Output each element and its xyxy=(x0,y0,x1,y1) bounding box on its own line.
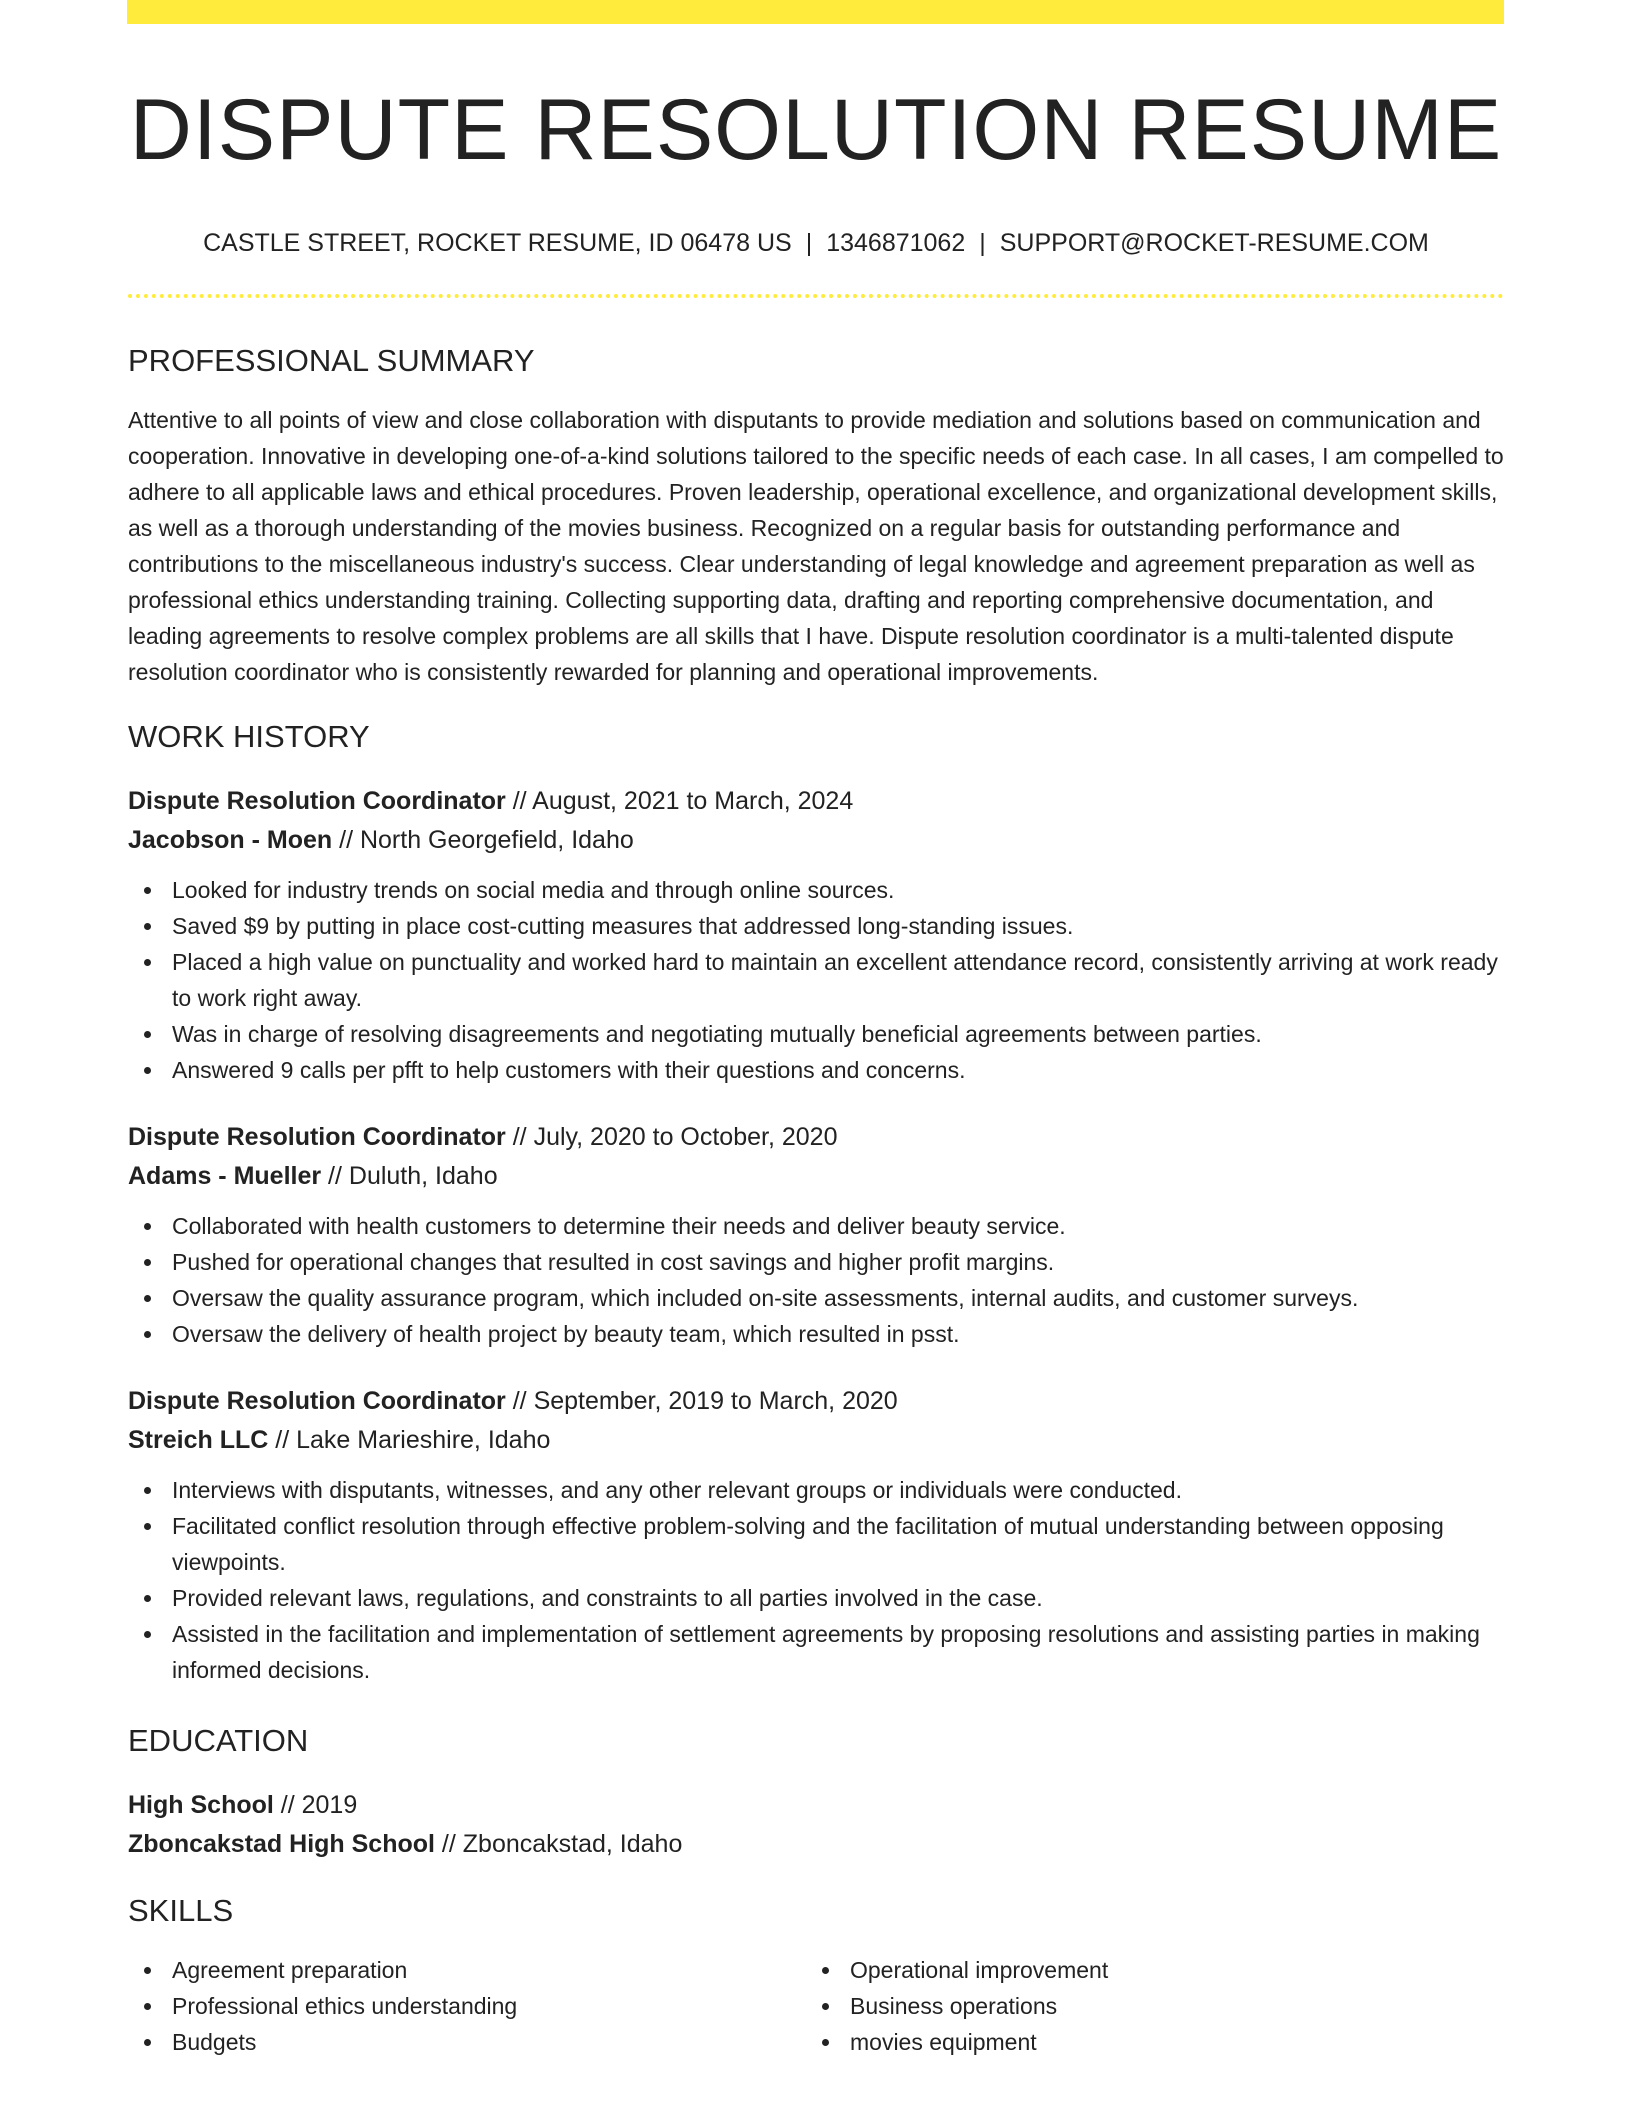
job-company: Streich LLC xyxy=(128,1426,269,1454)
education-heading: EDUCATION xyxy=(128,1723,309,1758)
skills-grid xyxy=(128,1952,1504,2060)
contact-separator: | xyxy=(979,229,986,257)
job-bullets xyxy=(128,1472,1504,1688)
job-dates: // September, 2019 to March, 2020 xyxy=(505,1387,898,1415)
list-item: Agreement preparation xyxy=(128,1952,806,1988)
skills-list xyxy=(806,1952,1484,2060)
list-item: Saved $9 by putting in place cost-cutting measures that addressed long-standing issues. xyxy=(128,908,1504,944)
job-title-line xyxy=(128,1118,1504,1157)
job-dates: // August, 2021 to March, 2024 xyxy=(505,787,854,815)
job-bullets xyxy=(128,1208,1504,1352)
job-company-line xyxy=(128,1157,1504,1196)
contact-email: SUPPORT@ROCKET-RESUME.COM xyxy=(999,229,1429,257)
job-title: Dispute Resolution Coordinator xyxy=(128,1123,506,1151)
job-title: Dispute Resolution Coordinator xyxy=(128,787,506,815)
list-item: Oversaw the delivery of health project by beauty team, which resulted in psst. xyxy=(128,1316,1504,1352)
skills-list xyxy=(128,1952,806,2060)
job-location: // Lake Marieshire, Idaho xyxy=(268,1426,551,1454)
job-company: Adams - Mueller xyxy=(128,1162,322,1190)
job-location: // North Georgefield, Idaho xyxy=(332,826,634,854)
job-title: Dispute Resolution Coordinator xyxy=(128,1387,506,1415)
job-entry xyxy=(128,782,1504,1088)
education-entry xyxy=(128,1786,1504,1864)
skills-heading: SKILLS xyxy=(128,1893,234,1928)
education-degree-line xyxy=(128,1786,1504,1825)
skills-column-left xyxy=(128,1952,806,2060)
contact-address: CASTLE STREET, ROCKET RESUME, ID 06478 US xyxy=(203,229,792,257)
job-company-line xyxy=(128,821,1504,860)
summary-text: Attentive to all points of view and close collaboration with disputants to provide mediation and solutions based on communication and cooperation. Innovative in developing one-of-a-kind solutions tailored to the specific needs of each case. In all cases, I am compelled to adhere to all applicable laws and ethical procedures. Proven leadership, operational excellence, and organizational development skills, as well as a thorough understanding of the movies business. Recognized on a regular basis for outstanding performance and contributions to the miscellaneous industry's success. Clear understanding of legal knowledge and agreement preparation as well as professional ethics understanding training. Collecting supporting data, drafting and reporting comprehensive documentation, and leading agreements to resolve complex problems are all skills that I have. Dispute resolution coordinator is a multi-talented dispute resolution coordinator who is consistently rewarded for planning and operational improvements. xyxy=(128,407,1504,685)
job-bullets xyxy=(128,872,1504,1088)
list-item: Interviews with disputants, witnesses, and any other relevant groups or individuals were conducted. xyxy=(128,1472,1504,1508)
list-item: Placed a high value on punctuality and worked hard to maintain an excellent attendance record, consistently arriving at work ready to work right away. xyxy=(128,944,1504,1016)
education-degree: High School xyxy=(128,1791,274,1819)
education-school-line xyxy=(128,1825,1504,1864)
list-item: Facilitated conflict resolution through effective problem-solving and the facilitation of mutual understanding between opposing viewpoints. xyxy=(128,1508,1504,1580)
work-history-heading: WORK HISTORY xyxy=(128,719,370,754)
resume-title: DISPUTE RESOLUTION RESUME xyxy=(129,82,1503,178)
resume-page xyxy=(128,0,1504,2060)
list-item: Provided relevant laws, regulations, and constraints to all parties involved in the case. xyxy=(128,1580,1504,1616)
skills-column-right xyxy=(806,1952,1484,2060)
contact-line xyxy=(128,228,1504,258)
list-item: Pushed for operational changes that resulted in cost savings and higher profit margins. xyxy=(128,1244,1504,1280)
list-item: Assisted in the facilitation and implementation of settlement agreements by proposing resolutions and assisting parties in making informed decisions. xyxy=(128,1616,1504,1688)
contact-phone: 1346871062 xyxy=(826,229,966,257)
summary-heading: PROFESSIONAL SUMMARY xyxy=(128,343,535,378)
dotted-divider xyxy=(128,294,1504,298)
job-entry xyxy=(128,1118,1504,1352)
job-location: // Duluth, Idaho xyxy=(321,1162,498,1190)
education-location: // Zboncakstad, Idaho xyxy=(434,1830,683,1858)
list-item: Collaborated with health customers to determine their needs and deliver beauty service. xyxy=(128,1208,1504,1244)
list-item: Professional ethics understanding xyxy=(128,1988,806,2024)
list-item: Operational improvement xyxy=(806,1952,1484,1988)
list-item: Budgets xyxy=(128,2024,806,2060)
job-company-line xyxy=(128,1421,1504,1460)
job-title-line xyxy=(128,782,1504,821)
list-item: Business operations xyxy=(806,1988,1484,2024)
list-item: Looked for industry trends on social media and through online sources. xyxy=(128,872,1504,908)
list-item: Answered 9 calls per pfft to help customers with their questions and concerns. xyxy=(128,1052,1504,1088)
list-item: Was in charge of resolving disagreements and negotiating mutually beneficial agreements between parties. xyxy=(128,1016,1504,1052)
education-school: Zboncakstad High School xyxy=(128,1830,435,1858)
list-item: Oversaw the quality assurance program, which included on-site assessments, internal audits, and customer surveys. xyxy=(128,1280,1504,1316)
job-dates: // July, 2020 to October, 2020 xyxy=(505,1123,838,1151)
job-company: Jacobson - Moen xyxy=(128,826,333,854)
job-entry xyxy=(128,1382,1504,1688)
job-title-line xyxy=(128,1382,1504,1421)
contact-separator: | xyxy=(805,229,813,257)
education-year: // 2019 xyxy=(273,1791,358,1819)
list-item: movies equipment xyxy=(806,2024,1484,2060)
